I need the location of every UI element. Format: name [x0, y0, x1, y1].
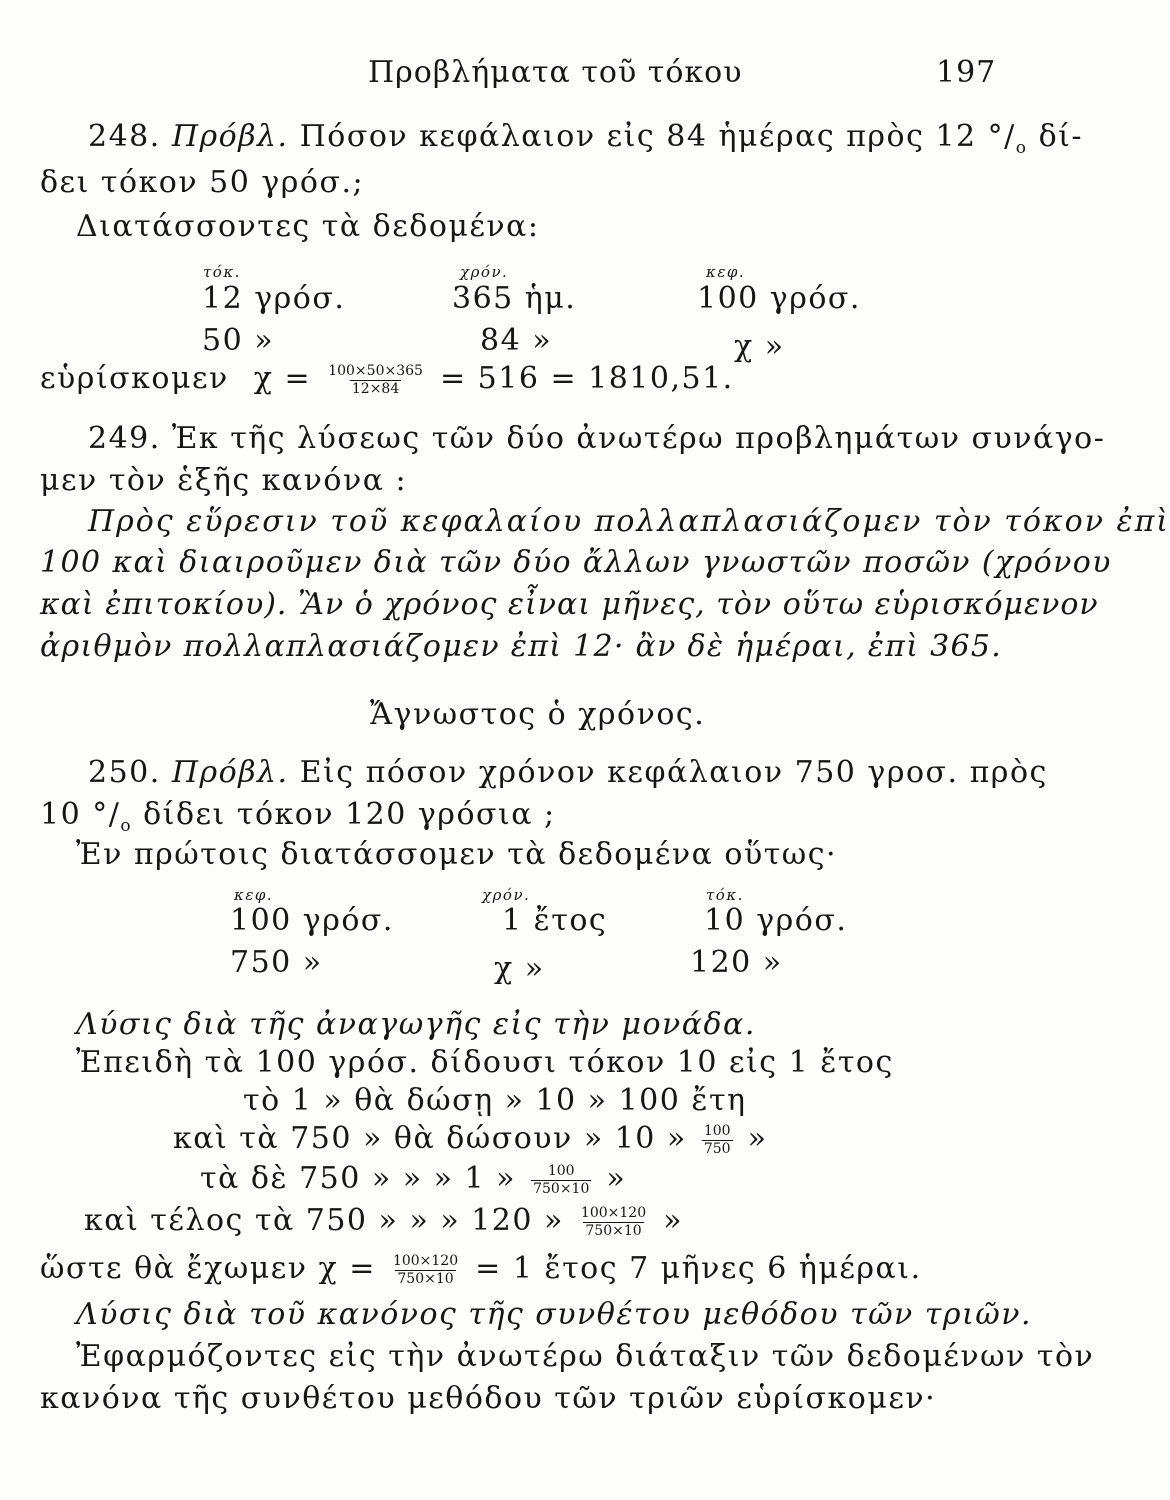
result-248: εὑρίσκομεν χ = $\frac{100\times 50\times 365}{12\times 84}$ = 516 = 1810,51.: [40, 361, 734, 397]
data-row-2-col-3: χ »: [734, 329, 785, 364]
column-label-tok: τόκ.: [706, 886, 744, 904]
method-heading-2: Λύσις διὰ τοῦ κανόνος τῆς συνθέτου μεθόδου τῶν τριῶν.: [76, 1297, 1033, 1332]
problem-250-line-2: 10 $^\circ/_o$ δίδει τόκον 120 γρόσια ;: [40, 797, 556, 836]
step-line-3: καὶ τὰ 750 » θὰ δώσουν » 10 » $\frac{100}{750}$ »: [173, 1121, 768, 1157]
rule-line-2: 100 καὶ διαιροῦμεν διὰ τῶν δύο ἄλλων γνωστῶν ποσῶν (χρόνου: [40, 545, 1112, 580]
data-row-2-col-3: 120 »: [690, 945, 783, 980]
problem-number: 248.: [88, 119, 172, 154]
column-label-xron: χρόν.: [482, 886, 531, 904]
column-label-kef: κεφ.: [234, 886, 274, 904]
problem-248-line-3: Διατάσσοντες τὰ δεδομένα:: [76, 209, 540, 244]
paragraph-249-line-2: μεν τὸν ἑξῆς κανόνα :: [40, 463, 408, 498]
rule-line-4: ἀριθμὸν πολλαπλασιάζομεν ἐπὶ 12· ἂν δὲ ἡμέραι, ἐπὶ 365.: [40, 629, 1003, 664]
data-row-1-col-1: 100 γρόσ.: [230, 903, 394, 938]
running-title: Προβλήματα τοῦ τόκου: [368, 55, 743, 90]
step-line-4: τὰ δὲ 750 » » » 1 » $\frac{100}{750\times 10}$ »: [200, 1161, 627, 1197]
step-line-5: καὶ τέλος τὰ 750 » » » 120 » $\frac{100\times 120}{750\times 10}$ »: [84, 1203, 684, 1239]
data-row-2-col-1: 50 »: [202, 323, 275, 358]
problem-label: Πρόβλ.: [171, 119, 289, 154]
data-row-1-col-2: 1 ἔτος: [502, 903, 608, 938]
fraction: $\frac{100}{750\times 10}$: [533, 1163, 590, 1197]
section-title: Ἄγνωστος ὁ χρόνος.: [370, 697, 706, 732]
problem-label: Πρόβλ.: [171, 755, 289, 790]
rule-line-1: Πρὸς εὕρεσιν τοῦ κεφαλαίου πολλαπλασιάζομεν τὸν τόκον ἐπὶ: [88, 504, 1170, 539]
data-row-2-col-2: χ »: [494, 951, 545, 986]
data-row-2-col-1: 750 »: [230, 945, 323, 980]
problem-248-line-1: 248. Πρόβλ. Πόσον κεφάλαιον εἰς 84 ἡμέρας πρὸς 12 $^\circ/_o$ δί-: [88, 119, 1084, 158]
data-row-1-col-3: 10 γρόσ.: [704, 903, 848, 938]
final-result: ὥστε θὰ ἔχωμεν χ = $\frac{100\times 120}{750\times 10}$ = 1 ἔτος 7 μῆνες 6 ἡμέραι.: [40, 1251, 922, 1287]
data-row-1-col-2: 365 ἡμ.: [452, 281, 577, 316]
problem-250-line-1: 250. Πρόβλ. Εἰς πόσον χρόνον κεφάλαιον 750 γροσ. πρὸς: [88, 755, 1048, 790]
data-row-2-col-2: 84 »: [480, 323, 553, 358]
fraction: $\frac{100}{750}$: [703, 1123, 731, 1157]
fraction: $\frac{100\times 120}{750\times 10}$: [580, 1205, 647, 1239]
closing-line-2: κανόνα τῆς συνθέτου μεθόδου τῶν τριῶν εὑρίσκομεν·: [40, 1381, 937, 1416]
method-heading-1: Λύσις διὰ τῆς ἀναγωγῆς εἰς τὴν μονάδα.: [76, 1007, 756, 1042]
column-label-kef: κεφ.: [706, 263, 746, 281]
problem-number: 250.: [88, 755, 172, 790]
data-row-1-col-3: 100 γρόσ.: [697, 281, 861, 316]
data-row-1-col-1: 12 γρόσ.: [202, 281, 346, 316]
problem-250-line-3: Ἐν πρώτοις διατάσσομεν τὰ δεδομένα οὕτως·: [76, 837, 838, 872]
fraction: $\frac{100\times 50\times 365}{12\times 84}$: [328, 363, 423, 397]
step-line-1: Ἐπειδὴ τὰ 100 γρόσ. δίδουσι τόκον 10 εἰς 1 ἔτος: [76, 1045, 894, 1080]
column-label-xron: χρόν.: [460, 263, 509, 281]
closing-line-1: Ἐφαρμόζοντες εἰς τὴν ἀνωτέρω διάταξιν τῶν δεδομένων τὸν: [76, 1339, 1095, 1374]
step-line-2: τὸ 1 » θὰ δώσῃ » 10 » 100 ἔτη: [243, 1083, 747, 1118]
paragraph-249-line-1: 249. Ἐκ τῆς λύσεως τῶν δύο ἀνωτέρω προβλημάτων συνάγο-: [88, 421, 1106, 456]
problem-248-line-2: δει τόκον 50 γρόσ.;: [40, 165, 365, 200]
fraction: $\frac{100\times 120}{750\times 10}$: [392, 1253, 459, 1287]
rule-line-3: καὶ ἐπιτοκίου). Ἂν ὁ χρόνος εἶναι μῆνες, τὸν οὕτω εὑρισκόμενον: [40, 587, 1099, 622]
page-number: 197: [936, 55, 997, 90]
column-label-tok: τόκ.: [203, 263, 241, 281]
